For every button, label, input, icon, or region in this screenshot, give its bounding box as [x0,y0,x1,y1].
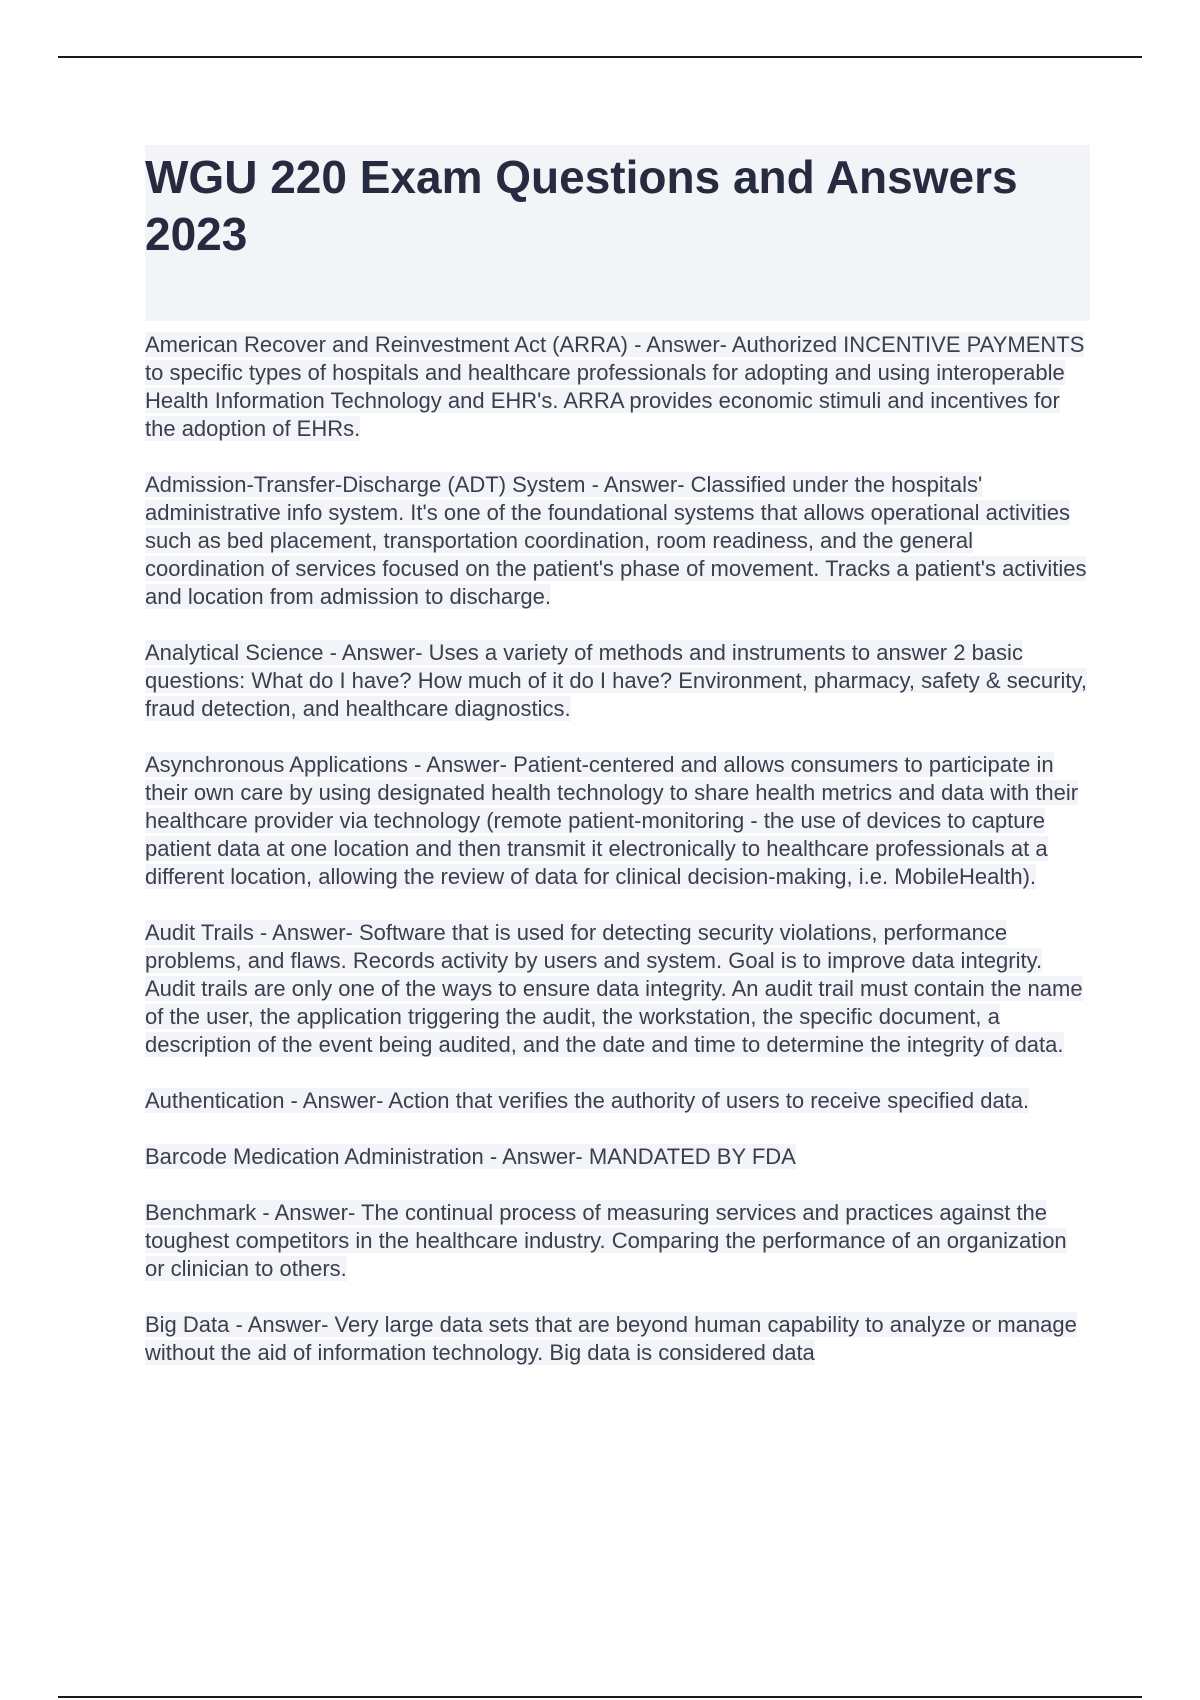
entry-text: Benchmark - Answer- The continual process of measuring services and practices against the toughest competitors in the healthcare industry. Comparing the performance of an organization or clinician to others. [145,1200,1067,1281]
entry-authentication [145,1087,1090,1115]
entry-text: Asynchronous Applications - Answer- Patient-centered and allows consumers to participate in their own care by using designated health technology to share health metrics and data with their healthcare provider via technology (remote patient-monitoring - the use of devices to capture patient data at one location and then transmit it electronically to healthcare professionals at a different location, allowing the review of data for clinical decision-making, i.e. MobileHealth). [145,752,1079,889]
entry-arra [145,331,1090,443]
document-page [145,145,1090,1395]
top-rule [58,56,1142,58]
entry-text: American Recover and Reinvestment Act (ARRA) - Answer- Authorized INCENTIVE PAYMENTS to specific types of hospitals and healthcare professionals for adopting and using interoperable Health Information Technology and EHR's. ARRA provides economic stimuli and incentives for the adoption of EHRs. [145,332,1085,441]
entry-benchmark [145,1199,1090,1283]
entry-big-data [145,1311,1090,1367]
entry-text: Admission-Transfer-Discharge (ADT) System - Answer- Classified under the hospitals' administrative info system. It's one of the foundational systems that allows operational activities such as bed placement, transportation coordination, room readiness, and the general coordination of services focused on the patient's phase of movement. Tracks a patient's activities and location from admission to discharge. [145,472,1087,609]
entry-barcode-medication [145,1143,1090,1171]
entry-asynchronous-applications [145,751,1090,891]
bottom-rule [58,1696,1142,1698]
title-block [145,145,1090,321]
entry-text: Big Data - Answer- Very large data sets that are beyond human capability to analyze or manage without the aid of information technology. Big data is considered data [145,1312,1077,1365]
entry-text: Authentication - Answer- Action that verifies the authority of users to receive specified data. [145,1088,1030,1113]
entry-text: Barcode Medication Administration - Answer- MANDATED BY FDA [145,1144,796,1169]
entry-list [145,321,1090,1367]
entry-audit-trails [145,919,1090,1059]
document-title: WGU 220 Exam Questions and Answers 2023 [145,151,1018,260]
entry-text: Audit Trails - Answer- Software that is used for detecting security violations, performance problems, and flaws. Records activity by users and system. Goal is to improve data integrity. Audit trails are only one of the ways to ensure data integrity. An audit trail must contain the name of the user, the application triggering the audit, the workstation, the specific document, a description of the event being audited, and the date and time to determine the integrity of data. [145,920,1083,1057]
entry-analytical-science [145,639,1090,723]
entry-text: Analytical Science - Answer- Uses a variety of methods and instruments to answer 2 basic questions: What do I have? How much of it do I have? Environment, pharmacy, safety & security, fraud detection, and healthcare diagnostics. [145,640,1087,721]
entry-adt-system [145,471,1090,611]
